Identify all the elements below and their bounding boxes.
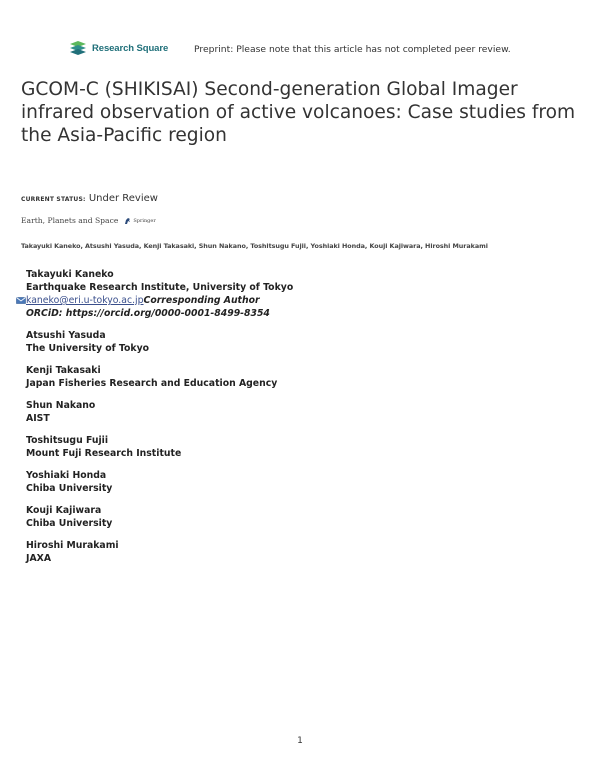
author-affiliation: Mount Fuji Research Institute [26, 448, 182, 459]
author-affiliation: AIST [26, 413, 50, 424]
author-affiliation: JAXA [26, 553, 52, 564]
orcid-link[interactable]: ORCiD: https://orcid.org/0000-0001-8499-8354 [26, 308, 270, 319]
author-entry [26, 504, 293, 530]
status-value: Under Review [88, 193, 158, 204]
logo-text: Research Square [92, 42, 169, 54]
author-entry [26, 469, 293, 495]
corresponding-row [26, 294, 293, 307]
author-entry [26, 434, 293, 460]
journal-name: Earth, Planets and Space [21, 216, 119, 225]
email-icon [16, 297, 26, 304]
author-name: Toshitsugu Fujii [26, 435, 109, 446]
author-name: Yoshiaki Honda [26, 470, 107, 481]
authors-line: Takayuki Kaneko, Atsushi Yasuda, Kenji Takasaki, Shun Nakano, Toshitsugu Fujii, Yoshiaki Honda, Kouji Kajiwara, Hiroshi Murakami [21, 242, 488, 250]
page-number: 1 [297, 736, 303, 746]
author-affiliation: The University of Tokyo [26, 343, 150, 354]
springer-horse-icon [124, 217, 131, 225]
preprint-notice: Preprint: Please note that this article has not completed peer review. [194, 44, 511, 55]
author-name: Shun Nakano [26, 400, 96, 411]
author-name: Hiroshi Murakami [26, 540, 119, 551]
status-label: CURRENT STATUS: [21, 196, 86, 203]
journal-info [21, 216, 156, 225]
author-entry [26, 268, 293, 320]
author-list [26, 268, 293, 574]
springer-text: Springer [133, 217, 156, 224]
page-header [68, 40, 548, 62]
paper-title: GCOM-C (SHIKISAI) Second-generation Global Imager infrared observation of active volcanoes: Case studies from the Asia-Pacific region [21, 79, 576, 146]
author-affiliation: Japan Fisheries Research and Education Agency [26, 378, 278, 389]
author-name: Kenji Takasaki [26, 365, 101, 376]
springer-logo [124, 217, 155, 225]
current-status [21, 193, 158, 204]
author-entry [26, 364, 293, 390]
author-entry [26, 329, 293, 355]
author-entry [26, 399, 293, 425]
author-affiliation: Chiba University [26, 518, 113, 529]
author-name: Atsushi Yasuda [26, 330, 106, 341]
corresponding-author-label: Corresponding Author [143, 295, 260, 306]
author-entry [26, 539, 293, 565]
author-name: Kouji Kajiwara [26, 505, 102, 516]
research-square-logo[interactable] [68, 40, 168, 56]
author-affiliation: Earthquake Research Institute, University of Tokyo [26, 282, 294, 293]
author-affiliation: Chiba University [26, 483, 113, 494]
research-square-logo-icon [68, 40, 88, 56]
author-email-link[interactable]: kaneko@eri.u-tokyo.ac.jp [26, 295, 144, 306]
author-name: Takayuki Kaneko [26, 269, 114, 280]
